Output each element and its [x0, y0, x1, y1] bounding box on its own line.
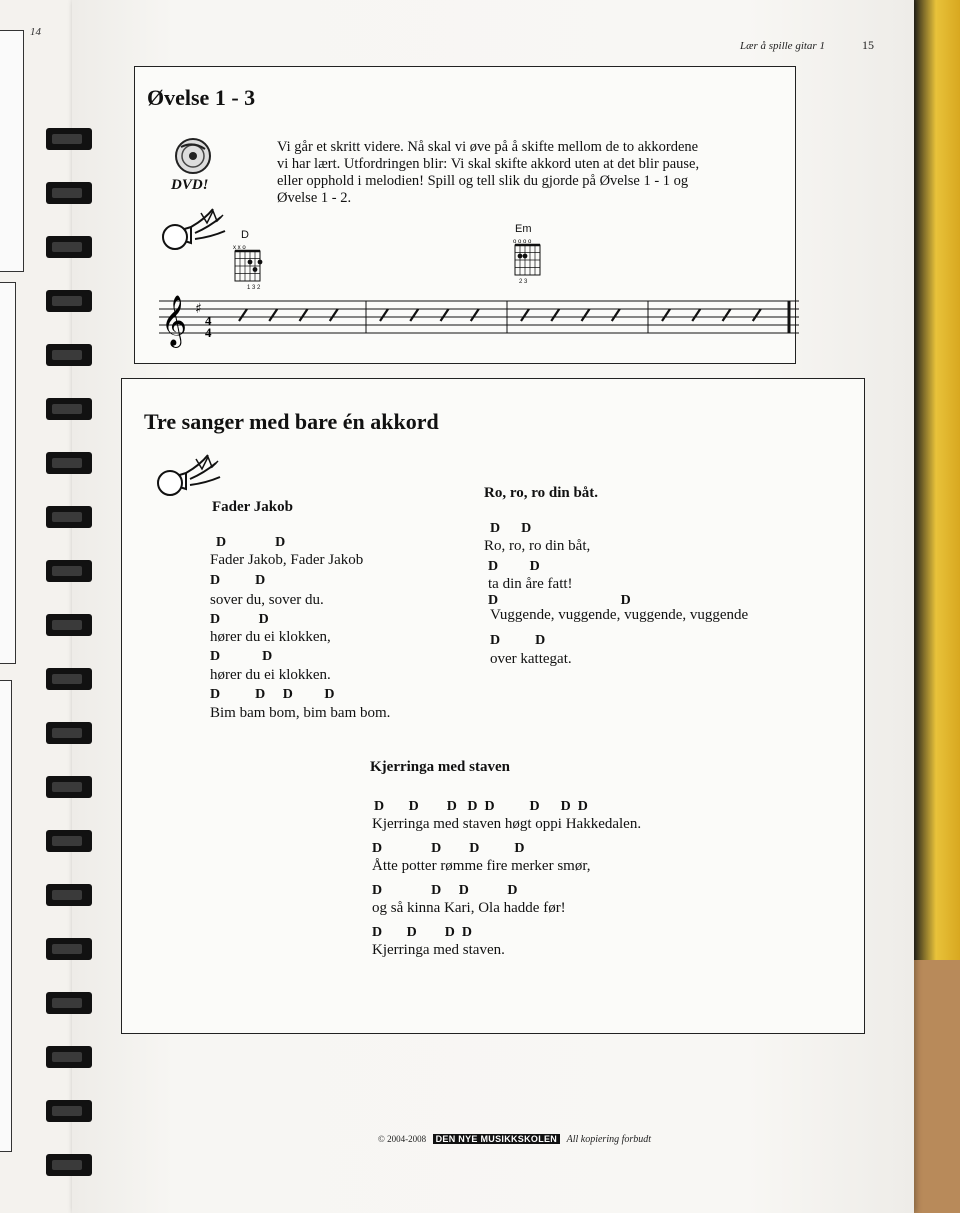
footer [378, 1134, 651, 1145]
binding-coil [46, 452, 92, 474]
sharp-icon: ♯ [195, 301, 202, 317]
lyric-line: og så kinna Kari, Ola hadde før! [372, 900, 566, 916]
binding-coil [46, 1154, 92, 1176]
binding-coil [46, 182, 92, 204]
trumpet-icon [161, 205, 229, 255]
binding-coil [46, 614, 92, 636]
binding-coil [46, 884, 92, 906]
binding-coil [46, 1046, 92, 1068]
trumpet-icon [156, 451, 226, 501]
staff-lines [159, 301, 799, 333]
exercise-intro [277, 139, 747, 207]
chord-line: D D D D [372, 883, 518, 898]
binding-coil [46, 1100, 92, 1122]
intro-line: Vi går et skritt videre. Nå skal vi øve på å skifte mellom de to akkordene [277, 139, 699, 155]
chord-line: D D [210, 612, 269, 627]
chord-fingering-d: 1 3 2 [247, 285, 261, 291]
rhythm-slash [441, 309, 449, 321]
chord-line: D D D D [372, 925, 472, 940]
chord-diagram-d [231, 243, 265, 289]
rhythm-slash [662, 309, 670, 321]
chord-line: D D D D D D D D [374, 799, 588, 814]
binding-coil [46, 290, 92, 312]
lyric-line: Bim bam bom, bim bam bom. [210, 705, 391, 721]
book-page [72, 0, 914, 1213]
page-number: 15 [862, 38, 874, 52]
lyric-line: hører du ei klokken, [210, 629, 331, 645]
binding-coil [46, 560, 92, 582]
chord-line: D D [490, 521, 532, 536]
song-title-kjerringa: Kjerringa med staven [370, 759, 510, 775]
rhythm-slash [239, 309, 247, 321]
intro-line: eller opphold i melodien! Spill og tell slik du gjorde på Øvelse 1 - 1 og [277, 173, 689, 189]
lyric-line: over kattegat. [490, 651, 572, 667]
left-page-frame [0, 282, 16, 664]
music-staff [159, 289, 799, 349]
rights-notice: All kopiering forbudt [566, 1134, 652, 1145]
lyric-line: Ro, ro, ro din båt, [484, 538, 591, 554]
binding-coil [46, 128, 92, 150]
song-title-fader-jakob: Fader Jakob [212, 499, 293, 515]
rhythm-slash [612, 309, 620, 321]
publisher-logo: DEN NYE MUSIKKSKOLEN [433, 1134, 561, 1144]
binding-coil [46, 992, 92, 1014]
exercise-box [134, 66, 796, 364]
lyric-line: hører du ei klokken. [210, 667, 331, 683]
rhythm-slash [551, 309, 559, 321]
copyright: © 2004-2008 [378, 1134, 427, 1144]
binding-coil [46, 236, 92, 258]
exercise-title: Øvelse 1 - 3 [147, 85, 256, 110]
binding-coil [46, 668, 92, 690]
chord-line: D D [488, 593, 631, 608]
left-page-number: 14 [30, 26, 41, 38]
time-signature-top: 4 [205, 313, 212, 328]
dvd-label: DVD! [171, 177, 209, 193]
binding-coil [46, 344, 92, 366]
songs-title: Tre sanger med bare én akkord [144, 409, 439, 434]
chord-line: D D [216, 535, 286, 550]
left-page-frame [0, 30, 24, 272]
lyric-line: Kjerringa med staven høgt oppi Hakkedalen. [372, 816, 642, 832]
intro-line: Øvelse 1 - 2. [277, 190, 352, 206]
binding-coil [46, 830, 92, 852]
rhythm-slash [471, 309, 479, 321]
binding-coil [46, 506, 92, 528]
rhythm-slash [300, 309, 308, 321]
chord-line: D D [210, 573, 266, 588]
rhythm-slash [753, 309, 761, 321]
treble-clef-icon: 𝄞 [161, 295, 188, 346]
rhythm-slash [380, 309, 388, 321]
binding-coil [46, 722, 92, 744]
intro-line: vi har lært. Utfordringen blir: Vi skal skifte akkord uten at det blir pause, [277, 156, 700, 172]
svg-text:o o o o: o o o o [513, 239, 532, 245]
lyric-line: Vuggende, vuggende, vuggende, vuggende [490, 607, 749, 623]
lyric-line: Kjerringa med staven. [372, 942, 505, 958]
chord-line: D D D D [210, 687, 335, 702]
rhythm-slash [521, 309, 529, 321]
rhythm-slash [269, 309, 277, 321]
chord-fingering-em: 2 3 [519, 279, 528, 285]
lyric-line: sover du, sover du. [210, 592, 324, 608]
rhythm-slash [330, 309, 338, 321]
book-title: Lær å spille gitar 1 [740, 40, 825, 52]
chord-diagram-em [511, 237, 545, 283]
lyric-line: ta din åre fatt! [488, 576, 573, 592]
binding-coil [46, 776, 92, 798]
left-page-frame [0, 680, 12, 1152]
rhythm-slash [692, 309, 700, 321]
chord-line: D D [490, 633, 546, 648]
binding-coil [46, 938, 92, 960]
chord-line: D D D D [372, 841, 525, 856]
time-signature-bottom: 4 [205, 325, 212, 340]
chord-name-em: Em [515, 223, 532, 235]
lyric-line: Fader Jakob, Fader Jakob [210, 552, 364, 568]
chord-line: D D [210, 649, 273, 664]
song-title-ro-ro: Ro, ro, ro din båt. [484, 485, 599, 501]
chord-name-d: D [241, 229, 249, 241]
dvd-icon [173, 137, 213, 175]
svg-text:x x o: x x o [233, 245, 246, 251]
binding-coil [46, 398, 92, 420]
chord-line: D D [488, 559, 540, 574]
rhythm-slash [582, 309, 590, 321]
lyric-line: Åtte potter rømme fire merker smør, [372, 858, 591, 874]
rhythm-slash [723, 309, 731, 321]
songs-box [121, 378, 865, 1034]
rhythm-slash [410, 309, 418, 321]
